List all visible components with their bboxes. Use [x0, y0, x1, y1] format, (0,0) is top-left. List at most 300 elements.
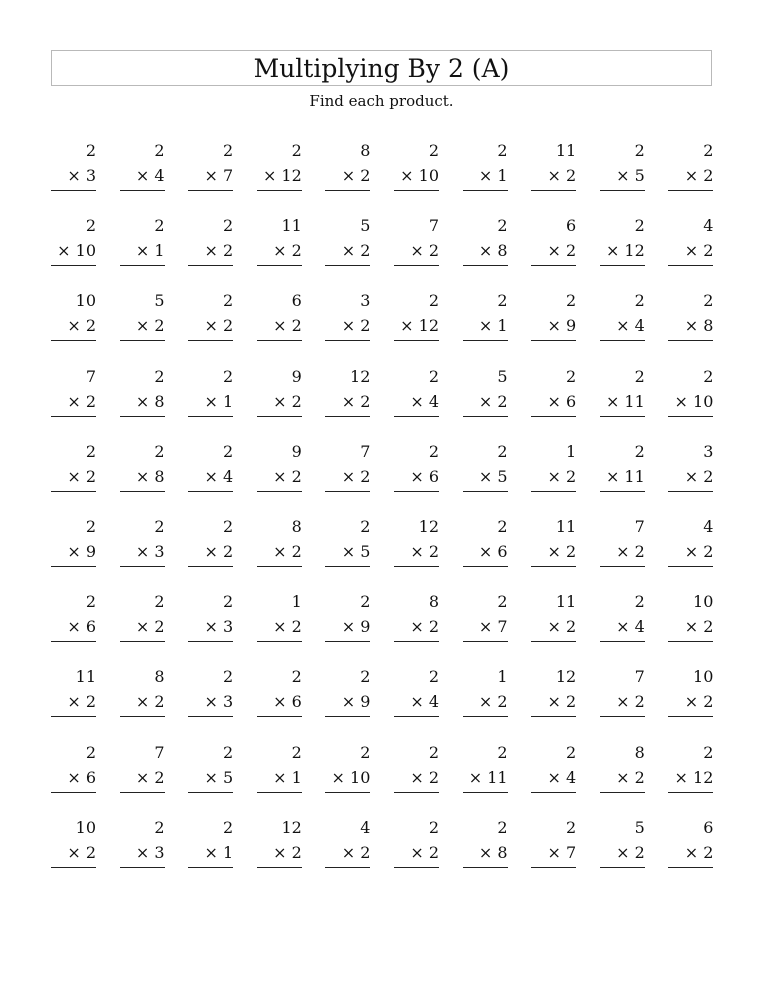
multiplicand: 11	[281, 216, 302, 236]
problem-item	[257, 441, 302, 493]
multiplier: × 4	[616, 316, 645, 336]
multiplier: × 2	[204, 316, 234, 336]
problem-item	[531, 516, 576, 568]
multiplier: × 2	[410, 842, 439, 862]
multiplicand: 9	[291, 366, 302, 386]
problem-item	[188, 591, 233, 643]
problem-item	[394, 441, 439, 493]
problem-item	[600, 742, 645, 794]
answer-line	[531, 867, 576, 868]
problem-item	[463, 742, 508, 794]
answer-line	[257, 716, 302, 717]
multiplicand: 2	[497, 517, 508, 536]
problem-item	[120, 366, 165, 418]
answer-line	[257, 792, 302, 793]
multiplicand: 11	[555, 592, 577, 612]
multiplicand: 2	[634, 592, 645, 612]
multiplier: × 10	[57, 241, 96, 261]
problem-item	[51, 591, 96, 643]
answer-line	[188, 641, 233, 642]
problem-item	[257, 742, 302, 794]
multiplicand: 2	[634, 216, 645, 236]
answer-line	[463, 416, 508, 417]
problem-item	[463, 215, 508, 267]
multiplicand: 2	[634, 441, 645, 461]
multiplier: × 12	[605, 241, 645, 261]
answer-line	[463, 340, 508, 341]
answer-line	[257, 641, 302, 642]
problem-item	[531, 742, 576, 794]
multiplier: × 2	[684, 692, 714, 712]
problem-item	[668, 290, 713, 342]
multiplier: × 3	[204, 617, 234, 637]
multiplicand: 2	[566, 366, 577, 386]
multiplier: × 5	[478, 466, 508, 486]
multiplicand: 2	[154, 366, 165, 386]
multiplier: × 2	[67, 466, 96, 486]
multiplier: × 4	[135, 166, 165, 185]
multiplicand: 2	[85, 441, 96, 461]
answer-line	[394, 566, 439, 567]
multiplier: × 12	[262, 166, 302, 185]
answer-line	[257, 265, 302, 266]
problem-item	[600, 817, 645, 869]
multiplier: × 6	[478, 542, 508, 561]
answer-line	[325, 716, 370, 717]
multiplicand: 2	[291, 141, 302, 160]
problem-item	[325, 666, 370, 718]
multiplier: × 8	[684, 316, 714, 336]
answer-line	[668, 491, 713, 492]
multiplicand: 2	[703, 742, 714, 762]
multiplier: × 2	[341, 391, 371, 411]
multiplicand: 12	[281, 817, 302, 837]
multiplier: × 8	[135, 466, 165, 486]
answer-line	[325, 340, 370, 341]
problem-item	[257, 366, 302, 418]
multiplicand: 2	[223, 817, 234, 837]
problem-grid	[51, 140, 714, 880]
multiplier: × 8	[478, 842, 508, 862]
problem-item	[188, 441, 233, 493]
answer-line	[51, 190, 96, 191]
multiplicand: 7	[85, 366, 96, 386]
multiplier: × 2	[273, 466, 302, 486]
problem-item	[463, 666, 508, 718]
problem-item	[463, 516, 508, 568]
problem-item	[668, 742, 713, 794]
multiplier: × 2	[410, 767, 439, 787]
problem-item	[257, 666, 302, 718]
problem-item	[51, 666, 96, 718]
multiplicand: 2	[154, 592, 165, 612]
problem-item	[600, 516, 645, 568]
problem-item	[120, 742, 165, 794]
answer-line	[120, 190, 165, 191]
problem-item	[600, 441, 645, 493]
problem-item	[600, 215, 645, 267]
problem-item	[325, 290, 370, 342]
answer-line	[600, 265, 645, 266]
answer-line	[463, 491, 508, 492]
answer-line	[188, 265, 233, 266]
multiplier: × 2	[341, 316, 371, 336]
multiplicand: 2	[428, 441, 439, 461]
answer-line	[668, 566, 713, 567]
multiplier: × 2	[684, 466, 714, 486]
multiplier: × 2	[684, 617, 714, 637]
problem-item	[531, 441, 576, 493]
multiplicand: 2	[703, 291, 714, 311]
worksheet-instruction: Find each product.	[309, 92, 454, 110]
answer-line	[325, 566, 370, 567]
multiplicand: 7	[634, 517, 645, 536]
multiplicand: 2	[703, 366, 714, 386]
problem-item	[600, 140, 645, 192]
answer-line	[257, 190, 302, 191]
problem-item	[257, 516, 302, 568]
multiplier: × 2	[341, 842, 371, 862]
problem-item	[531, 366, 576, 418]
multiplier: × 2	[135, 617, 165, 637]
answer-line	[257, 491, 302, 492]
multiplicand: 5	[634, 817, 645, 837]
problem-item	[600, 591, 645, 643]
answer-line	[120, 867, 165, 868]
problem-item	[257, 140, 302, 192]
problem-item	[394, 591, 439, 643]
problem-item	[51, 516, 96, 568]
problem-item	[531, 817, 576, 869]
multiplicand: 2	[428, 742, 439, 762]
multiplier: × 2	[204, 542, 234, 561]
multiplicand: 2	[154, 517, 165, 536]
answer-line	[188, 416, 233, 417]
problem-item	[325, 366, 370, 418]
multiplicand: 6	[291, 291, 302, 311]
multiplier: × 2	[684, 241, 714, 261]
problem-item	[394, 666, 439, 718]
answer-line	[188, 792, 233, 793]
answer-line	[531, 340, 576, 341]
multiplier: × 9	[341, 617, 371, 637]
multiplier: × 1	[478, 316, 508, 336]
answer-line	[51, 716, 96, 717]
problem-item	[325, 140, 370, 192]
multiplicand: 2	[428, 141, 439, 160]
problem-item	[668, 366, 713, 418]
problem-item	[394, 366, 439, 418]
problem-item	[668, 666, 713, 718]
answer-line	[120, 491, 165, 492]
multiplier: × 2	[616, 692, 645, 712]
answer-line	[120, 340, 165, 341]
answer-line	[257, 566, 302, 567]
multiplier: × 2	[616, 842, 645, 862]
multiplier: × 7	[204, 166, 234, 185]
multiplicand: 2	[360, 592, 371, 612]
answer-line	[531, 792, 576, 793]
multiplier: × 2	[410, 542, 439, 561]
multiplicand: 2	[497, 817, 508, 837]
problem-item	[531, 140, 576, 192]
answer-line	[531, 491, 576, 492]
multiplicand: 10	[693, 592, 714, 612]
problem-item	[325, 516, 370, 568]
multiplier: × 7	[547, 842, 577, 862]
multiplicand: 2	[497, 216, 508, 236]
answer-line	[257, 340, 302, 341]
multiplier: × 4	[616, 617, 645, 637]
answer-line	[188, 716, 233, 717]
multiplier: × 2	[273, 391, 302, 411]
answer-line	[394, 416, 439, 417]
multiplier: × 11	[605, 466, 645, 486]
multiplicand: 2	[85, 742, 96, 762]
problem-item	[600, 290, 645, 342]
problem-item	[325, 215, 370, 267]
multiplier: × 6	[547, 391, 577, 411]
multiplicand: 2	[428, 667, 439, 687]
answer-line	[325, 265, 370, 266]
answer-line	[325, 190, 370, 191]
problem-item	[463, 441, 508, 493]
multiplier: × 2	[547, 241, 577, 261]
answer-line	[188, 340, 233, 341]
answer-line	[668, 265, 713, 266]
answer-line	[531, 566, 576, 567]
problem-item	[188, 140, 233, 192]
answer-line	[668, 716, 713, 717]
multiplicand: 11	[555, 141, 577, 160]
problem-item	[257, 215, 302, 267]
problem-item	[188, 366, 233, 418]
answer-line	[531, 416, 576, 417]
answer-line	[51, 566, 96, 567]
answer-line	[120, 792, 165, 793]
problem-item	[51, 817, 96, 869]
problem-item	[188, 516, 233, 568]
multiplicand: 12	[555, 667, 577, 687]
multiplicand: 2	[223, 291, 234, 311]
problem-item	[668, 516, 713, 568]
multiplier: × 2	[616, 767, 645, 787]
multiplier: × 7	[478, 617, 508, 637]
problem-item	[325, 817, 370, 869]
multiplier: × 2	[341, 466, 371, 486]
problem-item	[668, 441, 713, 493]
answer-line	[600, 491, 645, 492]
multiplicand: 2	[223, 742, 234, 762]
problem-item	[120, 666, 165, 718]
answer-line	[394, 716, 439, 717]
answer-line	[120, 716, 165, 717]
answer-line	[668, 867, 713, 868]
problem-item	[394, 516, 439, 568]
problem-item	[668, 591, 713, 643]
multiplicand: 2	[360, 517, 371, 536]
answer-line	[668, 641, 713, 642]
multiplicand: 6	[703, 817, 714, 837]
problem-item	[257, 290, 302, 342]
answer-line	[668, 190, 713, 191]
multiplier: × 10	[331, 767, 371, 787]
multiplicand: 12	[350, 366, 371, 386]
answer-line	[600, 340, 645, 341]
worksheet-title: Multiplying By 2 (A)	[51, 50, 712, 86]
problem-item	[394, 742, 439, 794]
multiplicand: 7	[634, 667, 645, 687]
problem-item	[120, 215, 165, 267]
problem-item	[188, 215, 233, 267]
answer-line	[600, 641, 645, 642]
answer-line	[600, 716, 645, 717]
answer-line	[394, 491, 439, 492]
multiplicand: 2	[428, 817, 439, 837]
multiplicand: 3	[360, 291, 371, 311]
problem-item	[600, 666, 645, 718]
multiplicand: 2	[223, 216, 234, 236]
multiplicand: 7	[154, 742, 165, 762]
multiplicand: 2	[497, 141, 508, 160]
multiplier: × 5	[341, 542, 371, 561]
multiplier: × 9	[341, 692, 371, 712]
problem-item	[188, 290, 233, 342]
multiplicand: 1	[291, 592, 302, 612]
multiplier: × 1	[478, 166, 508, 185]
problem-item	[463, 140, 508, 192]
multiplier: × 2	[67, 692, 96, 712]
multiplier: × 2	[547, 542, 577, 561]
problem-item	[394, 140, 439, 192]
problem-item	[668, 215, 713, 267]
multiplicand: 11	[75, 667, 96, 687]
multiplier: × 6	[67, 617, 96, 637]
multiplier: × 2	[135, 316, 165, 336]
multiplicand: 2	[223, 141, 234, 160]
multiplier: × 3	[135, 842, 165, 862]
multiplicand: 2	[223, 366, 234, 386]
answer-line	[600, 566, 645, 567]
multiplicand: 5	[154, 291, 165, 311]
answer-line	[463, 641, 508, 642]
multiplicand: 2	[154, 216, 165, 236]
multiplicand: 2	[703, 141, 714, 160]
answer-line	[120, 641, 165, 642]
problem-item	[51, 140, 96, 192]
problem-item	[51, 742, 96, 794]
problem-item	[394, 215, 439, 267]
multiplier: × 2	[616, 542, 645, 561]
problem-item	[188, 817, 233, 869]
answer-line	[394, 190, 439, 191]
multiplier: × 11	[605, 391, 645, 411]
multiplicand: 3	[703, 441, 714, 461]
multiplicand: 2	[497, 742, 508, 762]
answer-line	[188, 867, 233, 868]
problem-item	[51, 290, 96, 342]
multiplier: × 10	[674, 391, 714, 411]
answer-line	[463, 190, 508, 191]
problem-item	[120, 817, 165, 869]
problem-item	[463, 817, 508, 869]
multiplicand: 2	[291, 742, 302, 762]
problem-item	[257, 817, 302, 869]
multiplier: × 2	[410, 617, 439, 637]
multiplier: × 2	[273, 241, 302, 261]
multiplicand: 4	[703, 216, 714, 236]
answer-line	[394, 867, 439, 868]
answer-line	[257, 867, 302, 868]
answer-line	[51, 641, 96, 642]
answer-line	[668, 340, 713, 341]
answer-line	[394, 792, 439, 793]
multiplier: × 2	[273, 316, 302, 336]
multiplier: × 2	[67, 316, 96, 336]
problem-item	[325, 742, 370, 794]
answer-line	[531, 716, 576, 717]
problem-item	[394, 817, 439, 869]
multiplier: × 1	[204, 391, 234, 411]
problem-item	[51, 366, 96, 418]
multiplicand: 2	[360, 742, 371, 762]
multiplicand: 4	[360, 817, 371, 837]
multiplier: × 3	[204, 692, 234, 712]
multiplicand: 10	[75, 291, 96, 311]
multiplier: × 2	[341, 166, 371, 185]
problem-item	[531, 215, 576, 267]
multiplier: × 12	[674, 767, 714, 787]
multiplier: × 2	[135, 767, 165, 787]
problem-item	[463, 290, 508, 342]
multiplier: × 2	[204, 241, 234, 261]
multiplier: × 2	[135, 692, 165, 712]
problem-item	[120, 441, 165, 493]
multiplier: × 2	[273, 617, 302, 637]
multiplier: × 2	[478, 391, 508, 411]
answer-line	[600, 416, 645, 417]
answer-line	[531, 190, 576, 191]
answer-line	[257, 416, 302, 417]
multiplier: × 2	[478, 692, 508, 712]
answer-line	[120, 566, 165, 567]
problem-item	[188, 742, 233, 794]
multiplicand: 2	[360, 667, 371, 687]
problem-item	[668, 140, 713, 192]
answer-line	[120, 265, 165, 266]
answer-line	[668, 792, 713, 793]
answer-line	[325, 641, 370, 642]
problem-item	[531, 290, 576, 342]
multiplicand: 2	[85, 517, 96, 536]
multiplier: × 6	[410, 466, 439, 486]
multiplier: × 2	[547, 692, 577, 712]
multiplicand: 8	[428, 592, 439, 612]
multiplier: × 4	[410, 692, 439, 712]
multiplier: × 2	[547, 466, 577, 486]
answer-line	[51, 265, 96, 266]
multiplicand: 1	[566, 441, 577, 461]
answer-line	[531, 641, 576, 642]
multiplicand: 2	[85, 592, 96, 612]
multiplier: × 6	[273, 692, 302, 712]
multiplier: × 2	[273, 842, 302, 862]
multiplicand: 2	[634, 291, 645, 311]
answer-line	[51, 792, 96, 793]
answer-line	[394, 340, 439, 341]
multiplicand: 2	[634, 366, 645, 386]
multiplier: × 2	[410, 241, 439, 261]
